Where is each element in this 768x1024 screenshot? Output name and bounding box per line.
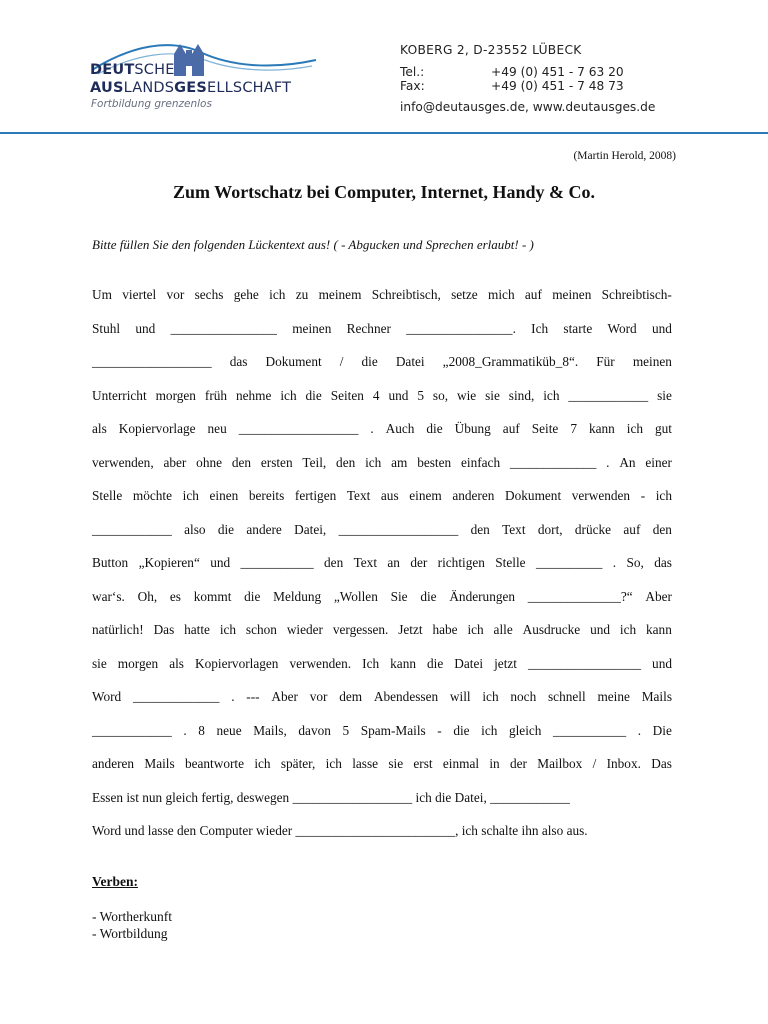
word: ich — [254, 756, 271, 771]
word: Text — [502, 521, 526, 537]
word: als — [169, 655, 184, 671]
word: Seite — [531, 421, 559, 436]
text-line — [92, 756, 672, 790]
word: den — [652, 521, 672, 537]
word: / — [592, 756, 597, 771]
word: erst — [413, 756, 433, 771]
word: aus — [380, 488, 399, 503]
text-line — [92, 522, 672, 556]
word: einem — [409, 488, 442, 503]
word: einmal — [442, 756, 480, 771]
word: __________________ — [238, 421, 359, 436]
word: ____________ — [568, 387, 649, 403]
word: Ich — [531, 320, 549, 336]
word: Dokument — [265, 354, 322, 369]
word: „Wollen — [333, 588, 378, 604]
letterhead — [0, 0, 768, 140]
word: _________________ — [528, 655, 642, 671]
fax-number: +49 (0) 451 - 7 48 73 — [491, 79, 624, 93]
word: „Kopieren“ — [138, 555, 200, 570]
text-line — [92, 488, 672, 522]
word: sie — [657, 387, 672, 403]
word: --- — [246, 689, 260, 704]
word: und — [651, 320, 672, 336]
word: möchte — [132, 488, 173, 503]
phone-label: Tel.: — [400, 65, 425, 79]
word: ohne — [196, 454, 223, 470]
word: den — [336, 454, 356, 470]
word: ich — [482, 689, 499, 704]
word: das — [654, 555, 672, 570]
word: auf — [623, 521, 641, 537]
word: Sie — [390, 588, 408, 604]
word: Das — [651, 756, 672, 771]
word: Meldung — [273, 588, 322, 604]
word: neue — [216, 722, 242, 738]
verbs-heading: Verben: — [92, 874, 138, 889]
word: und — [388, 387, 409, 403]
word: Teil, — [302, 454, 327, 470]
word: ich — [467, 622, 484, 637]
word: Stelle — [495, 555, 526, 570]
word: 4 — [372, 387, 380, 403]
word: die — [305, 387, 322, 403]
word: . — [612, 555, 617, 570]
word: ich — [325, 756, 342, 771]
word: Text — [346, 488, 371, 503]
word: Button — [92, 555, 129, 570]
word: . — [231, 689, 235, 704]
word: „2008_Grammatiküb_8“. — [442, 354, 579, 369]
word: hatte — [184, 622, 210, 637]
word: ich — [219, 622, 237, 637]
verbs-list — [92, 908, 172, 942]
word: es — [169, 588, 181, 604]
word: . — [370, 421, 374, 436]
word: ich — [619, 622, 637, 637]
word: . — [183, 722, 187, 738]
word: 8 — [198, 722, 205, 738]
word: anderen — [92, 756, 135, 771]
word: nehme — [235, 387, 272, 403]
word: richtigen — [437, 555, 485, 570]
word: und — [210, 555, 231, 570]
word: Spam-Mails — [360, 722, 426, 738]
word: und — [590, 622, 611, 637]
word: natürlich! — [92, 622, 144, 637]
word: wieder — [286, 622, 323, 637]
word: 5 — [417, 387, 424, 403]
word: Aber — [645, 588, 672, 604]
word: später, — [280, 756, 316, 771]
word: ich — [182, 488, 199, 503]
word: Ausdrucke — [522, 622, 581, 637]
logo-tagline: Fortbildung grenzenlos — [91, 98, 212, 110]
word: _____________ — [132, 689, 220, 704]
word: - — [640, 488, 646, 503]
word: Kopiervorlage — [118, 421, 196, 436]
word: den — [470, 521, 490, 537]
word: die — [420, 588, 437, 604]
word: ___________ — [240, 555, 314, 570]
word: Mails — [144, 756, 175, 771]
word: morgen — [117, 655, 159, 671]
word: also — [184, 521, 206, 537]
contact-block — [400, 43, 655, 114]
word: alle — [493, 622, 513, 637]
word: der — [410, 555, 428, 570]
word: ich — [481, 722, 498, 738]
text-line — [92, 354, 672, 388]
word: habe — [432, 622, 458, 637]
text-line — [92, 321, 672, 355]
word: 5 — [342, 722, 350, 738]
word: ___________ — [553, 722, 627, 738]
word: kann — [588, 421, 615, 436]
word: dem — [339, 689, 363, 704]
word: auf — [524, 287, 542, 302]
word: kann — [646, 622, 672, 637]
text-line — [92, 287, 672, 321]
word: Kopiervorlagen — [195, 655, 279, 671]
word: ____________ — [92, 521, 172, 537]
text-line — [92, 421, 672, 455]
word: ________________ — [170, 320, 277, 336]
word: schon — [245, 622, 277, 637]
word: verwenden — [571, 488, 631, 503]
fax-row — [400, 79, 655, 93]
word: ich — [365, 454, 382, 470]
word: Oh, — [137, 588, 158, 604]
word: so, — [432, 387, 449, 403]
word: meinen — [632, 354, 672, 369]
text-line — [92, 622, 672, 656]
word: ________________. — [406, 320, 516, 336]
word: ich — [655, 488, 672, 503]
word: jetzt — [494, 655, 517, 671]
word: Word — [92, 689, 122, 704]
word: ______________?“ — [527, 588, 633, 604]
word: Aber — [271, 689, 298, 704]
word: beantworte — [184, 756, 245, 771]
word: Seiten — [330, 387, 364, 403]
word: Änderungen — [449, 588, 516, 604]
word: 7 — [570, 421, 577, 436]
word: vor — [309, 689, 328, 704]
word: kommt — [193, 588, 232, 604]
word: Für — [596, 354, 615, 369]
word: Schreibtisch, — [371, 287, 441, 302]
email-web: info@deutausges.de, www.deutausges.de — [400, 100, 656, 114]
word: will — [449, 689, 471, 704]
word: lasse — [352, 756, 379, 771]
text-line — [92, 589, 672, 623]
word: die — [453, 722, 470, 738]
word: . — [637, 722, 642, 738]
word: besten — [417, 454, 452, 470]
word: Schreibtisch- — [601, 287, 672, 302]
company-logo — [90, 40, 320, 120]
word: aber — [163, 454, 187, 470]
word: verwenden. — [289, 655, 352, 671]
word: meinen — [552, 287, 592, 302]
word: wie — [456, 387, 477, 403]
text-line: Word und lasse den Computer wieder ________________________, ich schalte ihn also aus. — [92, 823, 588, 838]
word: gehe — [233, 287, 259, 302]
word: drücke — [574, 521, 612, 537]
word: Auch — [385, 421, 415, 436]
author-credit: (Martin Herold, 2008) — [573, 150, 676, 162]
word: ich — [626, 421, 644, 436]
word: __________ — [535, 555, 603, 570]
word: ____________ — [92, 722, 172, 738]
word: Ich — [362, 655, 380, 671]
word: Inbox. — [606, 756, 641, 771]
word: davon — [298, 722, 331, 738]
word: ich — [269, 287, 286, 302]
word: Jetzt — [398, 622, 423, 637]
word: an — [387, 555, 400, 570]
word: der — [509, 756, 527, 771]
word: gleich — [508, 722, 542, 738]
word: auf — [502, 421, 520, 436]
word: Abendessen — [373, 689, 439, 704]
word: Mails, — [253, 722, 287, 738]
word: setze — [451, 287, 478, 302]
word: ich — [280, 387, 297, 403]
word: Rechner — [346, 320, 391, 336]
word: sind, — [508, 387, 535, 403]
text-line — [92, 656, 672, 690]
logo-line-2: AUSLANDSGESELLSCHAFT — [90, 80, 292, 96]
word: den — [231, 454, 252, 470]
word: morgen — [155, 387, 196, 403]
word: sechs — [194, 287, 224, 302]
word: _____________ — [509, 454, 597, 470]
word: Übung — [454, 421, 491, 436]
word: meinen — [292, 320, 332, 336]
word: fertigen — [294, 488, 337, 503]
word: __________________ — [92, 354, 212, 369]
word: war‘s. — [92, 588, 125, 604]
word: am — [391, 454, 408, 470]
text-line — [92, 455, 672, 489]
word: verwenden, — [92, 454, 154, 470]
word: Dokument — [505, 488, 562, 503]
word: schnell — [548, 689, 586, 704]
word: Datei, — [294, 521, 327, 537]
word: sie — [92, 655, 107, 671]
word: anderen — [452, 488, 495, 503]
text-line — [92, 689, 672, 723]
word: einer — [645, 454, 672, 470]
word: in — [489, 756, 500, 771]
word: . — [606, 454, 610, 470]
fax-label: Fax: — [400, 79, 425, 93]
word: Unterricht — [92, 387, 147, 403]
word: meinem — [318, 287, 362, 302]
word: vergessen. — [332, 622, 389, 637]
text-line — [92, 555, 672, 589]
word: Stuhl — [92, 320, 121, 336]
word: die — [426, 421, 443, 436]
word: sie — [388, 756, 404, 771]
word: / — [339, 354, 344, 369]
word: Stelle — [92, 488, 123, 503]
word: So, — [626, 555, 644, 570]
word: Datei — [395, 354, 425, 369]
word: gut — [654, 421, 672, 436]
word: und — [135, 320, 156, 336]
word: Das — [153, 622, 175, 637]
word: früh — [204, 387, 228, 403]
phone-number: +49 (0) 451 - 7 63 20 — [491, 65, 624, 79]
word: ersten — [260, 454, 293, 470]
header-divider — [0, 132, 768, 134]
word: bereits — [248, 488, 285, 503]
word: andere — [246, 521, 282, 537]
word: Die — [652, 722, 672, 738]
word: ich — [543, 387, 560, 403]
word: neu — [207, 421, 227, 436]
logo-line-1: DEUTSCHE — [90, 62, 175, 78]
word: __________________ — [338, 521, 459, 537]
cloze-text — [92, 287, 672, 857]
word: viertel — [122, 287, 157, 302]
word: starte — [563, 320, 593, 336]
instruction-text: Bitte füllen Sie den folgenden Lückentext aus! ( - Abgucken und Sprechen erlaubt! - ) — [92, 237, 534, 252]
word: einfach — [460, 454, 501, 470]
word: den — [324, 555, 344, 570]
phone-row — [400, 65, 655, 79]
word: kann — [390, 655, 416, 671]
word: die — [217, 521, 235, 537]
word: Mails — [641, 689, 672, 704]
word: die — [244, 588, 261, 604]
text-line — [92, 723, 672, 757]
word: dort, — [537, 521, 563, 537]
word: mich — [488, 287, 515, 302]
word: Text — [353, 555, 378, 570]
list-item: - Wortbildung — [92, 926, 168, 941]
word: vor — [166, 287, 185, 302]
word: das — [229, 354, 248, 369]
text-line: Essen ist nun gleich fertig, deswegen __________________ ich die Datei, ____________ — [92, 789, 570, 805]
text-line — [92, 388, 672, 422]
word: zu — [295, 287, 309, 302]
word: - — [437, 722, 442, 738]
word: die — [427, 655, 444, 671]
word: die — [361, 354, 378, 369]
word: Mailbox — [537, 756, 583, 771]
word: Um — [92, 287, 112, 302]
word: einen — [209, 488, 239, 503]
word: und — [652, 655, 672, 671]
word: An — [619, 454, 636, 470]
word: meine — [597, 689, 630, 704]
word: noch — [510, 689, 537, 704]
word: sie — [485, 387, 500, 403]
word: Word — [607, 320, 637, 336]
page-title: Zum Wortschatz bei Computer, Internet, Handy & Co. — [173, 182, 595, 202]
list-item: - Wortherkunft — [92, 909, 173, 924]
word: als — [92, 421, 107, 436]
address: KOBERG 2, D-23552 LÜBECK — [400, 43, 582, 57]
word: Datei — [454, 655, 484, 671]
